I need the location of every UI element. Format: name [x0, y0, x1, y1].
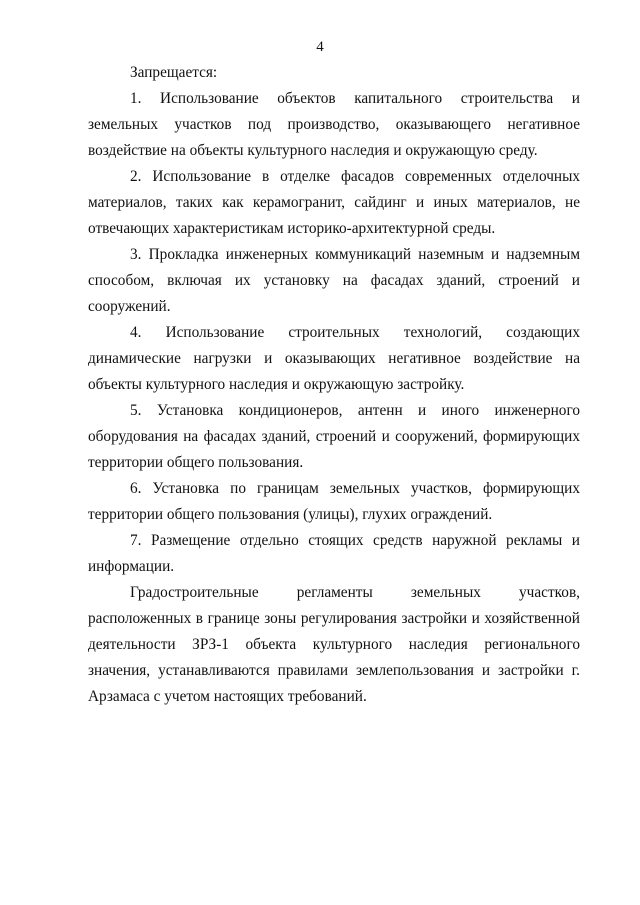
paragraph-regulations: Градостроительные регламенты земельных участков, расположенных в границе зоны регулирования застройки и хозяйственной деятельности ЗРЗ-1 объекта культурного наследия регионального значения, устанавливаются правилами землепользования и застройки г. Арзамаса с учетом настоящих требований. [88, 584, 580, 705]
page-number: 4 [316, 39, 324, 55]
paragraph-item-6: 6. Установка по границам земельных участков, формирующих территории общего пользования (улицы), глухих ограждений. [88, 480, 580, 523]
paragraph-item-1: 1. Использование объектов капитального строительства и земельных участков под производство, оказывающего негативное воздействие на объекты культурного наследия и окружающую среду. [88, 90, 580, 159]
paragraph-item-3: 3. Прокладка инженерных коммуникаций наземным и надземным способом, включая их установку на фасадах зданий, строений и сооружений. [88, 246, 580, 315]
paragraph-item-2: 2. Использование в отделке фасадов современных отделочных материалов, таких как керамогранит, сайдинг и иных материалов, не отвечающих характеристикам историко-архитектурной среды. [88, 168, 580, 237]
paragraph-item-5: 5. Установка кондиционеров, антенн и иного инженерного оборудования на фасадах зданий, строений и сооружений, формирующих территории общего пользования. [88, 402, 580, 471]
document-body [88, 60, 580, 710]
paragraph-intro: Запрещается: [130, 64, 218, 81]
paragraph-item-7: 7. Размещение отдельно стоящих средств наружной рекламы и информации. [88, 532, 580, 575]
paragraph-item-4: 4. Использование строительных технологий, создающих динамические нагрузки и оказывающих негативное воздействие на объекты культурного наследия и окружающую застройку. [88, 324, 580, 393]
